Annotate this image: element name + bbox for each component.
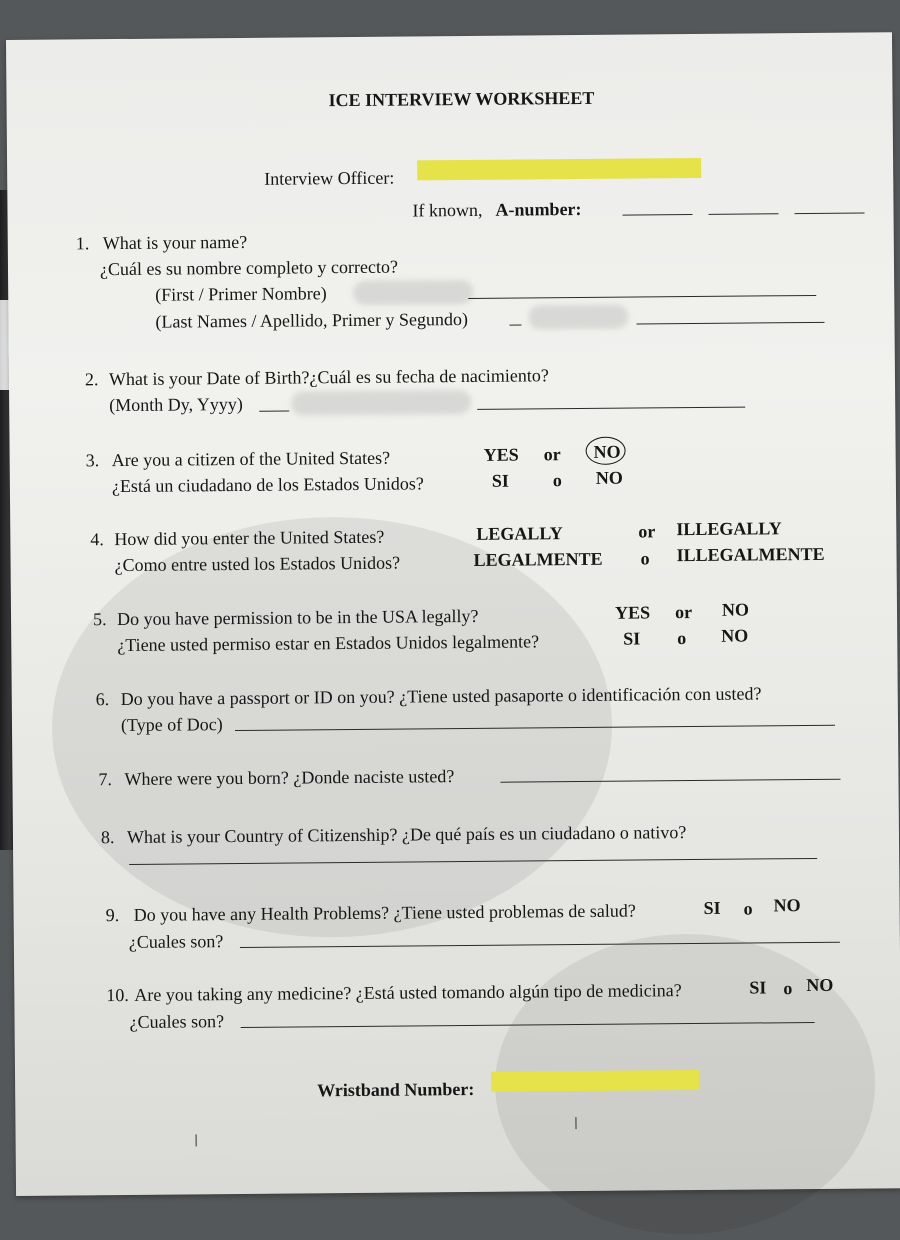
wristband-label: Wristband Number: (317, 1078, 475, 1101)
anumber-prefix: If known, (412, 199, 483, 221)
tick-mark (196, 1134, 197, 1146)
anumber-field-1[interactable] (623, 214, 693, 216)
anumber-label: A-number: (495, 198, 582, 220)
q5-question-en: Do you have permission to be in the USA legally? (116, 605, 479, 630)
q4-option-legalmente[interactable]: LEGALMENTE (473, 548, 603, 570)
q3-option-no-es[interactable]: NO (595, 467, 623, 488)
q8-citizenship-field[interactable] (129, 858, 817, 865)
redacted-date-of-birth (291, 390, 471, 416)
q5-or: or (674, 602, 693, 623)
q10-o: o (783, 978, 793, 999)
officer-field[interactable] (417, 158, 701, 180)
q2-dob-field-start[interactable] (259, 411, 289, 412)
q4-option-illegally[interactable]: ILLEGALLY (676, 518, 782, 540)
anumber-field-2[interactable] (709, 213, 779, 215)
officer-label: Interview Officer: (264, 167, 395, 189)
q6-question: Do you have a passport or ID on you? ¿Tiene usted pasaporte o identificación con usted? (120, 683, 762, 710)
q3-question-es: ¿Está un ciudadano de los Estados Unidos? (111, 473, 424, 497)
q7-number: 7. (98, 769, 113, 790)
tick-mark (575, 1117, 576, 1129)
q4-question-es: ¿Como entre usted los Estados Unidos? (114, 552, 401, 576)
q10-number: 10. (106, 984, 129, 1006)
q10-question: Are you taking any medicine? ¿Está usted tomando algún tipo de medicina? (134, 980, 682, 1005)
q4-number: 4. (90, 529, 104, 550)
q8-question: What is your Country of Citizenship? ¿De qué país es un ciudadano o nativo? (126, 822, 687, 847)
q6-doc-label: (Type of Doc) (120, 714, 223, 736)
q5-option-yes[interactable]: YES (614, 602, 651, 623)
q7-question: Where were you born? ¿Donde naciste usted? (124, 766, 455, 789)
q5-option-no[interactable]: NO (721, 599, 750, 620)
q5-o: o (677, 628, 687, 649)
q1-number: 1. (75, 233, 90, 254)
q10-medicine-field[interactable] (241, 1022, 815, 1028)
q2-dob-field[interactable] (477, 407, 745, 410)
q1-question-en: What is your name? (102, 231, 248, 254)
q10-which-label: ¿Cuales son? (129, 1011, 225, 1032)
q6-number: 6. (95, 689, 110, 710)
q9-option-no[interactable]: NO (773, 895, 801, 916)
q6-doc-field[interactable] (235, 725, 835, 731)
q9-number: 9. (105, 905, 120, 926)
worksheet-title: ICE INTERVIEW WORKSHEET (328, 87, 595, 111)
q2-format-label: (Month Dy, Yyyy) (109, 393, 243, 416)
q10-option-no[interactable]: NO (806, 974, 834, 996)
redacted-first-name (353, 280, 473, 305)
q3-option-si[interactable]: SI (491, 470, 509, 491)
q3-number: 3. (85, 450, 100, 471)
q3-option-no[interactable]: NO (593, 441, 621, 462)
q3-question-en: Are you a citizen of the United States? (111, 447, 391, 471)
q9-o: o (743, 898, 753, 919)
redacted-last-name (528, 305, 628, 330)
q3-option-yes[interactable]: YES (483, 444, 519, 465)
q9-option-si[interactable]: SI (703, 897, 721, 918)
q5-option-si[interactable]: SI (623, 628, 641, 649)
q1-last-name-field-start[interactable] (510, 325, 522, 326)
q5-number: 5. (92, 609, 107, 630)
q2-question: What is your Date of Birth?¿Cuál es su fecha de nacimiento? (108, 365, 549, 390)
q3-or: or (543, 444, 561, 465)
worksheet-paper (6, 32, 900, 1196)
q1-last-name-label: (Last Names / Apellido, Primer y Segundo) (155, 308, 468, 332)
q7-birthplace-field[interactable] (500, 779, 840, 783)
q4-or: or (638, 521, 656, 542)
q2-number: 2. (84, 369, 99, 390)
q1-first-name-field[interactable] (468, 295, 816, 299)
q9-which-label: ¿Cuales son? (128, 931, 224, 952)
q3-o: o (552, 470, 562, 491)
q1-last-name-field[interactable] (636, 322, 824, 325)
q4-option-legally[interactable]: LEGALLY (476, 523, 563, 544)
q9-question: Do you have any Health Problems? ¿Tiene usted problemas de salud? (133, 900, 636, 925)
anumber-field-3[interactable] (795, 213, 865, 215)
q4-option-illegalmente[interactable]: ILLEGALMENTE (676, 543, 825, 566)
q10-option-si[interactable]: SI (749, 977, 767, 998)
q1-question-es: ¿Cuál es su nombre completo y correcto? (99, 256, 398, 280)
q4-question-en: How did you enter the United States? (114, 526, 385, 550)
q8-number: 8. (100, 827, 115, 848)
q9-health-field[interactable] (240, 942, 840, 948)
wristband-field[interactable] (491, 1070, 699, 1092)
q5-question-es: ¿Tiene usted permiso estar en Estados Unidos legalmente? (117, 631, 540, 656)
q4-o: o (640, 548, 650, 569)
q1-first-name-label: (First / Primer Nombre) (155, 283, 327, 305)
q5-option-no-es[interactable]: NO (721, 625, 749, 646)
